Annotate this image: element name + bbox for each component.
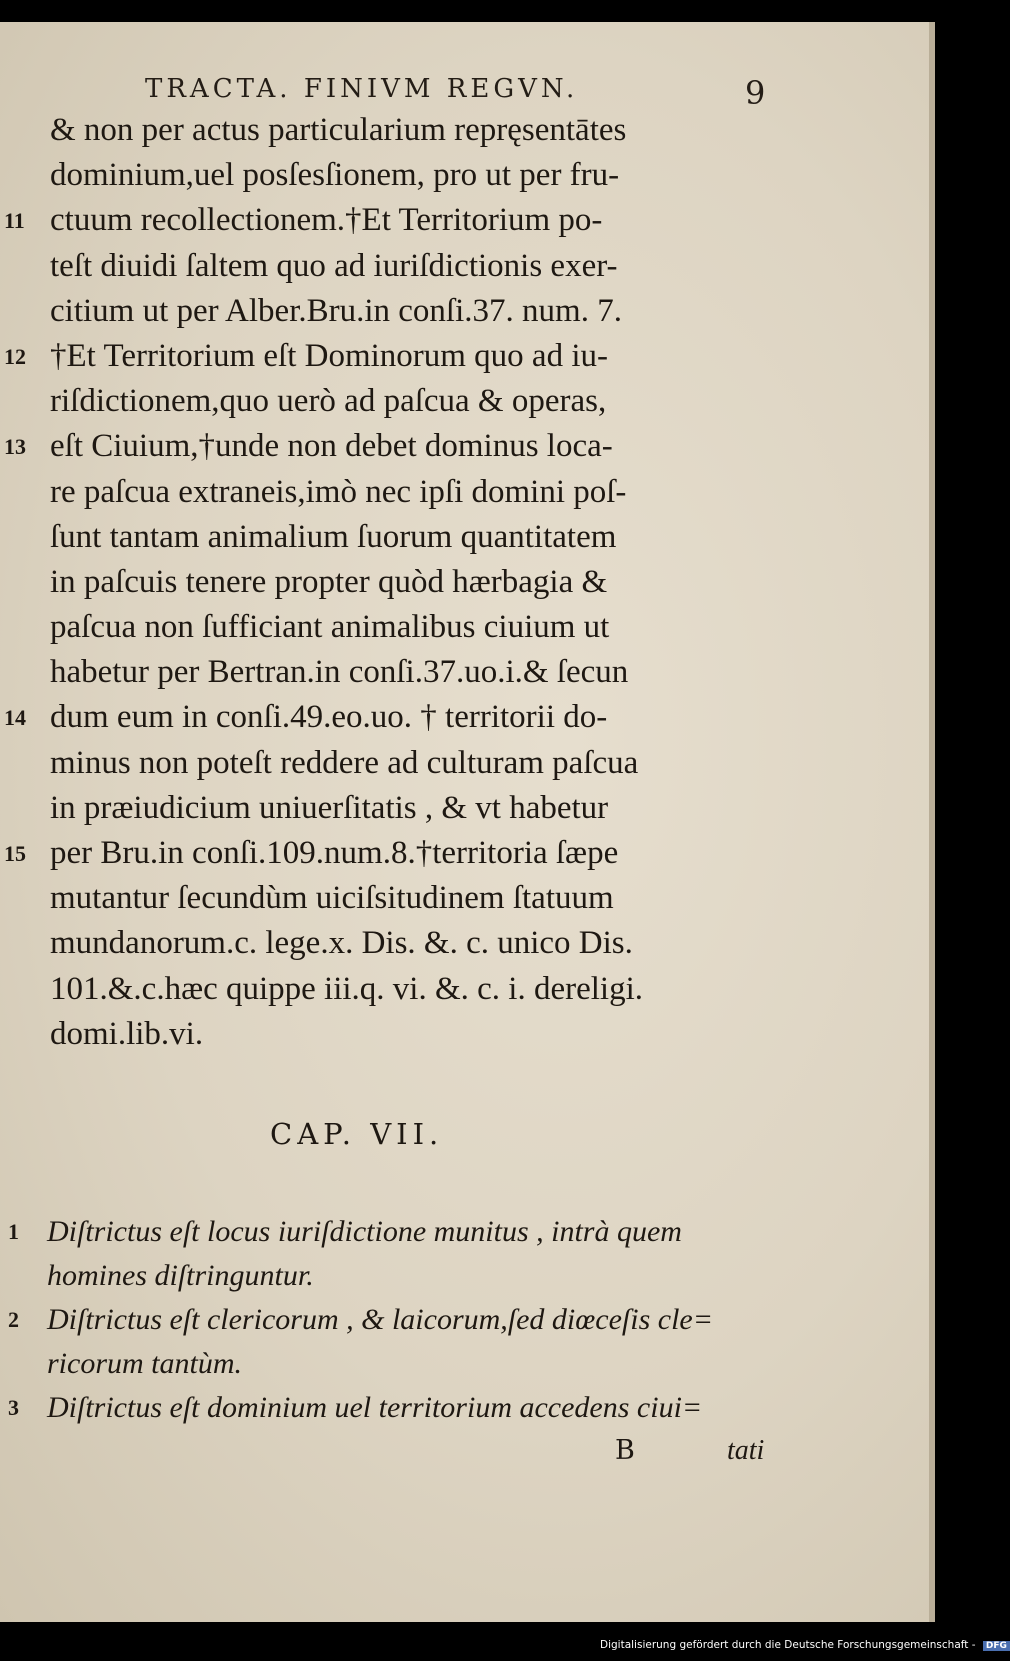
margin-number: 15: [4, 841, 26, 866]
line-text: & non per actus particularium repręsentātes: [50, 112, 627, 148]
summary-line: [0, 1342, 935, 1386]
line-text: mundanorum.c. lege.x. Dis. &. c. unico Dis.: [50, 925, 633, 962]
text-line: [0, 786, 935, 831]
text-line: [0, 560, 935, 605]
line-text: in præiudicium uniuerſitatis , & vt habetur: [50, 789, 609, 826]
line-text: minus non poteſt reddere ad culturam paſcua: [50, 744, 639, 781]
digitization-credit: [600, 1639, 1010, 1651]
text-line: [0, 334, 935, 379]
dfg-logo: DFG: [983, 1641, 1010, 1651]
margin-number: 14: [4, 705, 26, 731]
line-text: ſunt tantam animalium ſuorum quantitatem: [50, 518, 617, 555]
summary-number: 2: [8, 1307, 19, 1332]
text-line: [0, 967, 935, 1012]
credit-text: Digitalisierung gefördert durch die Deutsche Forschungsgemeinschaft -: [600, 1639, 976, 1651]
summary-number: 1: [8, 1219, 19, 1244]
summary-text: Diſtrictus eſt clericorum , & laicorum,ſed diœceſis cle=: [47, 1303, 713, 1336]
body-text: [0, 108, 935, 1057]
margin-number: 12: [4, 343, 26, 369]
line-text: re paſcua extraneis,imò nec ipſi domini poſ-: [50, 473, 627, 510]
text-line: [0, 198, 935, 243]
margin-number: 11: [4, 208, 25, 234]
text-line: [0, 244, 935, 289]
summary-number: 3: [8, 1395, 19, 1420]
text-line: [0, 695, 935, 740]
text-line: [0, 605, 935, 650]
line-text: in paſcuis tenere propter quòd hærbagia &: [50, 563, 608, 600]
chapter-heading: CAP. VII.: [270, 1117, 444, 1151]
line-text: †Et Territorium eſt Dominorum quo ad iu-: [50, 337, 608, 374]
text-line: [0, 876, 935, 921]
line-text: domi.lib.vi.: [50, 1015, 204, 1052]
text-line: [0, 831, 935, 876]
text-line: [0, 379, 935, 424]
text-line: [0, 1012, 935, 1057]
text-line: [0, 515, 935, 560]
line-text: habetur per Bertran.in conſi.37.uo.i.& ſecun: [50, 654, 629, 691]
summary-text: Diſtrictus eſt dominium uel territorium accedens ciui=: [47, 1391, 703, 1424]
text-line: [0, 650, 935, 695]
text-line: [0, 921, 935, 966]
line-text: ctuum recollectionem.†Et Territorium po-: [50, 202, 603, 239]
text-line: [0, 470, 935, 515]
summary-line: [0, 1210, 935, 1254]
margin-number: 13: [4, 434, 26, 460]
summary-line: [0, 1298, 935, 1342]
running-head: TRACTA. FINIVM REGVN.: [145, 74, 579, 104]
line-text: riſdictionem,quo uerò ad paſcua & operas,: [50, 383, 607, 420]
text-line: [0, 108, 935, 153]
line-text: per Bru.in conſi.109.num.8.†territoria ſæpe: [50, 835, 619, 871]
text-line: [0, 153, 935, 198]
summary-text: ricorum tantùm.: [47, 1347, 242, 1380]
page-scan: [0, 22, 935, 1622]
page-number: 9: [745, 74, 766, 112]
catchword: tati: [727, 1435, 765, 1466]
summary-line: [0, 1386, 935, 1430]
line-text: 101.&.c.hæc quippe iii.q. vi. &. c. i. dereligi.: [50, 970, 643, 1007]
summary-text: Diſtrictus eſt locus iuriſdictione munitus , intrà quem: [47, 1215, 682, 1248]
line-text: citium ut per Alber.Bru.in conſi.37. num. 7.: [50, 292, 622, 329]
line-text: dum eum in conſi.49.eo.uo. † territorii do-: [50, 699, 608, 736]
line-text: eſt Ciuium,†unde non debet dominus loca-: [50, 428, 613, 465]
signature-mark: B: [615, 1435, 635, 1466]
text-line: [0, 424, 935, 469]
line-text: mutantur ſecundùm uiciſsitudinem ſtatuum: [50, 880, 614, 917]
text-line: [0, 289, 935, 334]
text-line: [0, 741, 935, 786]
line-text: paſcua non ſufficiant animalibus ciuium ut: [50, 609, 610, 646]
line-text: teſt diuidi ſaltem quo ad iuriſdictionis exer-: [50, 247, 618, 284]
summary-text: homines diſtringuntur.: [47, 1259, 314, 1292]
summary-line: [0, 1254, 935, 1298]
line-text: dominium,uel posſesſionem, pro ut per fru-: [50, 157, 620, 194]
chapter-summary: [0, 1210, 935, 1430]
